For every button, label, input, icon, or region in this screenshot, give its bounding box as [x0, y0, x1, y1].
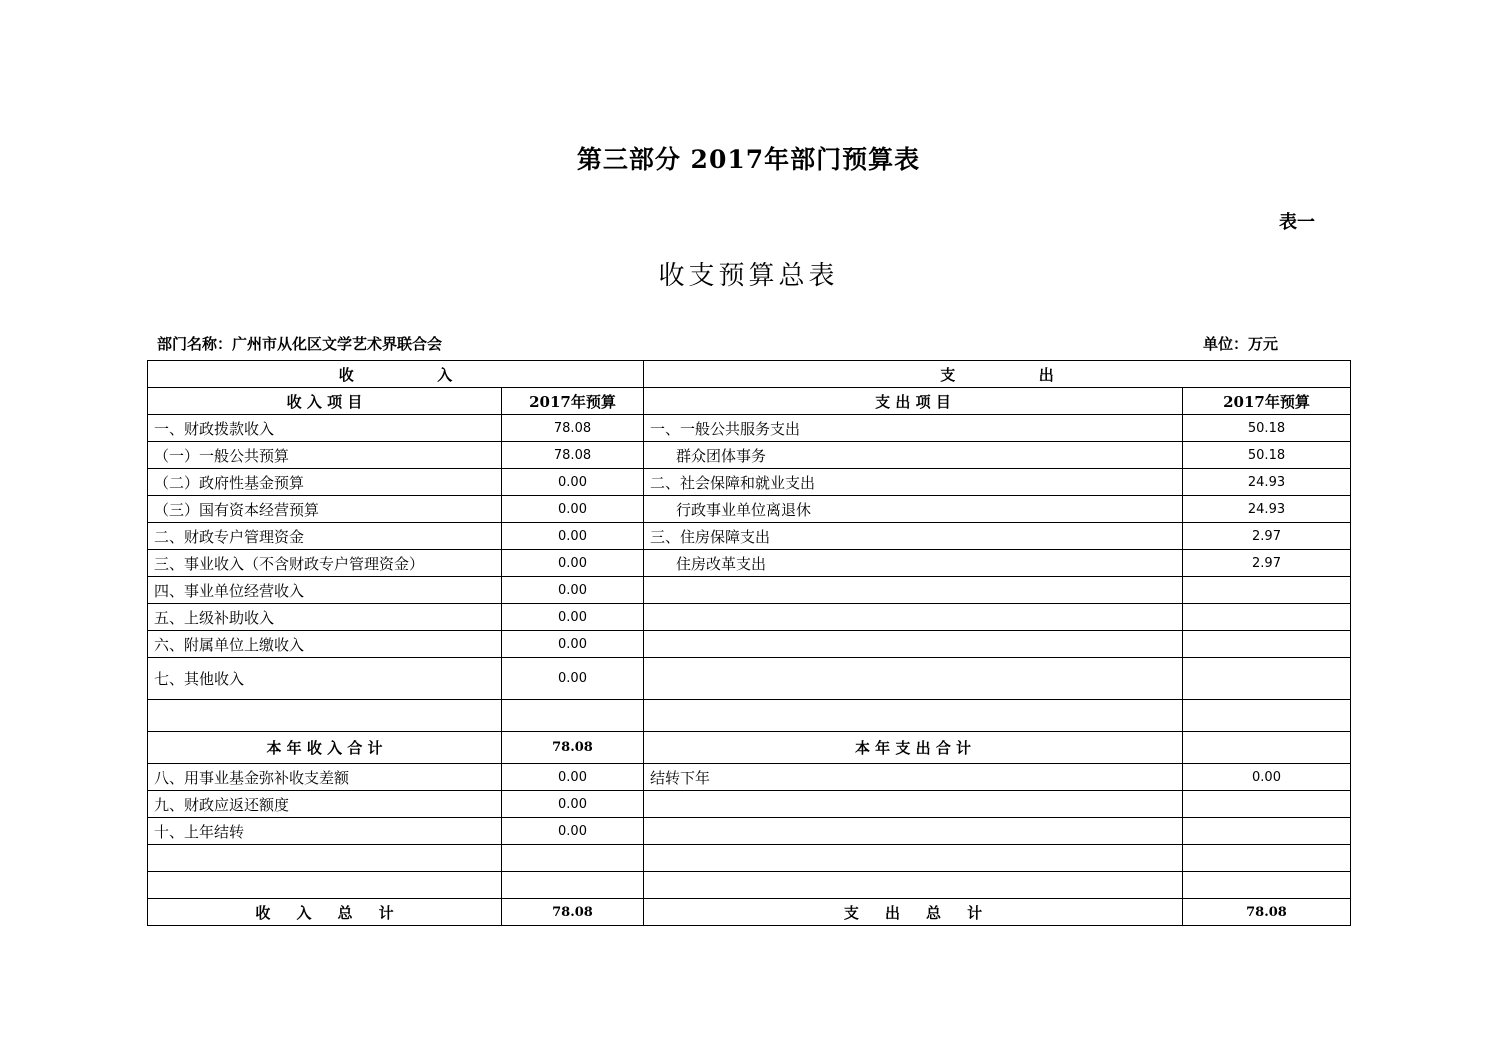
table-number: 表一: [1279, 212, 1315, 233]
income-value: 78.08: [502, 415, 644, 442]
expense-value: 0.00: [1183, 764, 1351, 791]
income-item: 十、上年结转: [148, 818, 502, 845]
income-item: （一）一般公共预算: [148, 442, 502, 469]
empty-cell: [1183, 700, 1351, 732]
income-grand-total-value: 78.08: [502, 899, 644, 926]
expense-value: [1183, 604, 1351, 631]
empty-cell: [502, 700, 644, 732]
column-header-row: [148, 388, 1351, 415]
expense-value: [1183, 818, 1351, 845]
table-row: [148, 442, 1351, 469]
empty-cell: [502, 845, 644, 872]
table-row: [148, 415, 1351, 442]
empty-cell: [1183, 845, 1351, 872]
expense-grand-total-value: 78.08: [1183, 899, 1351, 926]
expense-budget-header: 2017年预算: [1183, 388, 1351, 415]
year-expense-total-label: 本 年 支 出 合 计: [644, 732, 1183, 764]
expense-item: 二、社会保障和就业支出: [644, 469, 1183, 496]
income-item: 九、财政应返还额度: [148, 791, 502, 818]
table-row: [148, 496, 1351, 523]
empty-cell: [148, 872, 502, 899]
expense-section-header: 支 出: [644, 361, 1351, 388]
year-income-total-label: 本 年 收 入 合 计: [148, 732, 502, 764]
income-item: 四、事业单位经营收入: [148, 577, 502, 604]
income-value: 0.00: [502, 764, 644, 791]
income-value: 0.00: [502, 631, 644, 658]
income-item: 七、其他收入: [148, 658, 502, 700]
expense-item: 三、住房保障支出: [644, 523, 1183, 550]
expense-value: 24.93: [1183, 496, 1351, 523]
expense-item: 住房改革支出: [644, 550, 1183, 577]
year-income-total-value: 78.08: [502, 732, 644, 764]
expense-item: [644, 631, 1183, 658]
empty-cell: [644, 872, 1183, 899]
expense-item: 行政事业单位离退休: [644, 496, 1183, 523]
income-item: 八、用事业基金弥补收支差额: [148, 764, 502, 791]
budget-summary-table: [147, 360, 1351, 926]
income-item: 一、财政拨款收入: [148, 415, 502, 442]
empty-cell: [148, 845, 502, 872]
table-row: [148, 631, 1351, 658]
expense-value: 2.97: [1183, 523, 1351, 550]
expense-grand-total-label: 支 出 总 计: [644, 899, 1183, 926]
table-row: [148, 658, 1351, 700]
table-title: 收支预算总表: [658, 261, 839, 291]
expense-item: 结转下年: [644, 764, 1183, 791]
expense-item: [644, 791, 1183, 818]
expense-value: [1183, 577, 1351, 604]
year-total-row: [148, 732, 1351, 764]
income-value: 0.00: [502, 469, 644, 496]
unit-label: 单位：万元: [1203, 335, 1279, 353]
expense-item: [644, 577, 1183, 604]
expense-item: [644, 604, 1183, 631]
expense-value: 2.97: [1183, 550, 1351, 577]
income-value: 0.00: [502, 604, 644, 631]
year-expense-total-value: [1183, 732, 1351, 764]
empty-row: [148, 700, 1351, 732]
income-budget-header: 2017年预算: [502, 388, 644, 415]
expense-value: 50.18: [1183, 442, 1351, 469]
income-section-header: 收 入: [148, 361, 644, 388]
empty-cell: [502, 872, 644, 899]
income-item: （二）政府性基金预算: [148, 469, 502, 496]
empty-cell: [1183, 872, 1351, 899]
grand-total-row: [148, 899, 1351, 926]
income-item-header: 收 入 项 目: [148, 388, 502, 415]
income-item: 五、上级补助收入: [148, 604, 502, 631]
expense-item: [644, 818, 1183, 845]
expense-value: [1183, 658, 1351, 700]
income-item: 三、事业收入（不含财政专户管理资金）: [148, 550, 502, 577]
table-row: [148, 523, 1351, 550]
empty-cell: [148, 700, 502, 732]
expense-value: 24.93: [1183, 469, 1351, 496]
expense-value: 50.18: [1183, 415, 1351, 442]
expense-value: [1183, 791, 1351, 818]
income-grand-total-label: 收 入 总 计: [148, 899, 502, 926]
income-item: 六、附属单位上缴收入: [148, 631, 502, 658]
income-value: 0.00: [502, 658, 644, 700]
income-value: 0.00: [502, 791, 644, 818]
income-value: 0.00: [502, 523, 644, 550]
income-value: 78.08: [502, 442, 644, 469]
empty-cell: [644, 700, 1183, 732]
expense-item: [644, 658, 1183, 700]
income-value: 0.00: [502, 496, 644, 523]
expense-value: [1183, 631, 1351, 658]
section-header-row: [148, 361, 1351, 388]
expense-item: 群众团体事务: [644, 442, 1183, 469]
income-item: 二、财政专户管理资金: [148, 523, 502, 550]
table-row: [148, 818, 1351, 845]
income-item: （三）国有资本经营预算: [148, 496, 502, 523]
expense-item-header: 支 出 项 目: [644, 388, 1183, 415]
income-value: 0.00: [502, 577, 644, 604]
table-row: [148, 604, 1351, 631]
income-value: 0.00: [502, 818, 644, 845]
department-name: 部门名称：广州市从化区文学艺术界联合会: [157, 335, 443, 353]
empty-cell: [644, 845, 1183, 872]
table-row: [148, 550, 1351, 577]
table-row: [148, 791, 1351, 818]
expense-item: 一、一般公共服务支出: [644, 415, 1183, 442]
page-title: 第三部分 2017年部门预算表: [576, 145, 921, 174]
table-row: [148, 577, 1351, 604]
empty-row: [148, 845, 1351, 872]
table-row: [148, 469, 1351, 496]
empty-row: [148, 872, 1351, 899]
table-row: [148, 764, 1351, 791]
income-value: 0.00: [502, 550, 644, 577]
